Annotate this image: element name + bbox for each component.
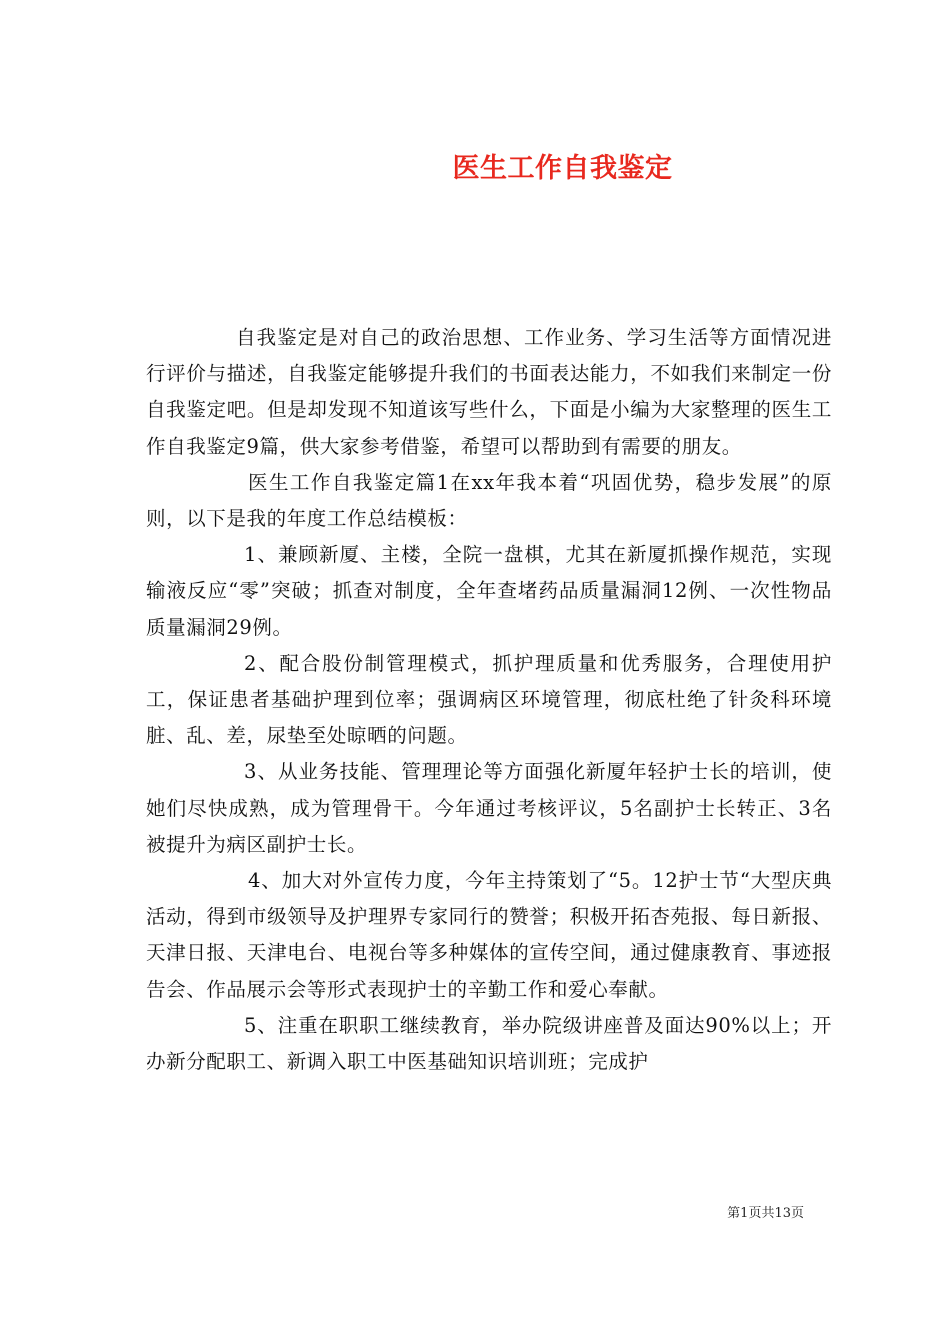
document-title: 医生工作自我鉴定 (452, 153, 673, 185)
document-body (146, 320, 832, 1080)
item-2-paragraph: 2、配合股份制管理模式，抓护理质量和优秀服务，合理使用护工，保证患者基础护理到位率；强调病区环境管理，彻底杜绝了针灸科环境脏、乱、差，尿垫至处晾晒的问题。 (146, 651, 832, 748)
section-1-intro-paragraph: 医生工作自我鉴定篇1在xx年我本着“巩固优势，稳步发展”的原则，以下是我的年度工作总结模板： (146, 470, 832, 531)
item-1-paragraph: 1、兼顾新厦、主楼，全院一盘棋，尤其在新厦抓操作规范，实现输液反应“零”突破；抓查对制度，全年查堵药品质量漏洞12例、一次性物品质量漏洞29例。 (146, 543, 832, 639)
item-3-paragraph: 3、从业务技能、管理理论等方面强化新厦年轻护士长的培训，使她们尽快成熟，成为管理骨干。今年通过考核评议，5名副护士长转正、3名被提升为病区副护士长。 (146, 760, 832, 856)
item-4-paragraph: 4、加大对外宣传力度，今年主持策划了“5。12护士节“大型庆典活动，得到市级领导及护理界专家同行的赞誉；积极开拓杏苑报、每日新报、天津日报、天津电台、电视台等多种媒体的宣传空间，通过健康教育、事迹报告会、作品展示会等形式表现护士的辛勤工作和爱心奉献。 (146, 869, 832, 1001)
intro-paragraph: 自我鉴定是对自己的政治思想、工作业务、学习生活等方面情况进行评价与描述，自我鉴定能够提升我们的书面表达能力，不如我们来制定一份自我鉴定吧。但是却发现不知道该写些什么，下面是小编为大家整理的医生工作自我鉴定9篇，供大家参考借鉴，希望可以帮助到有需要的朋友。 (146, 326, 832, 458)
page-number-footer: 第1页共13页 (727, 1206, 804, 1221)
item-5-paragraph: 5、注重在职职工继续教育，举办院级讲座普及面达90%以上；开办新分配职工、新调入职工中医基础知识培训班；完成护 (146, 1013, 832, 1074)
